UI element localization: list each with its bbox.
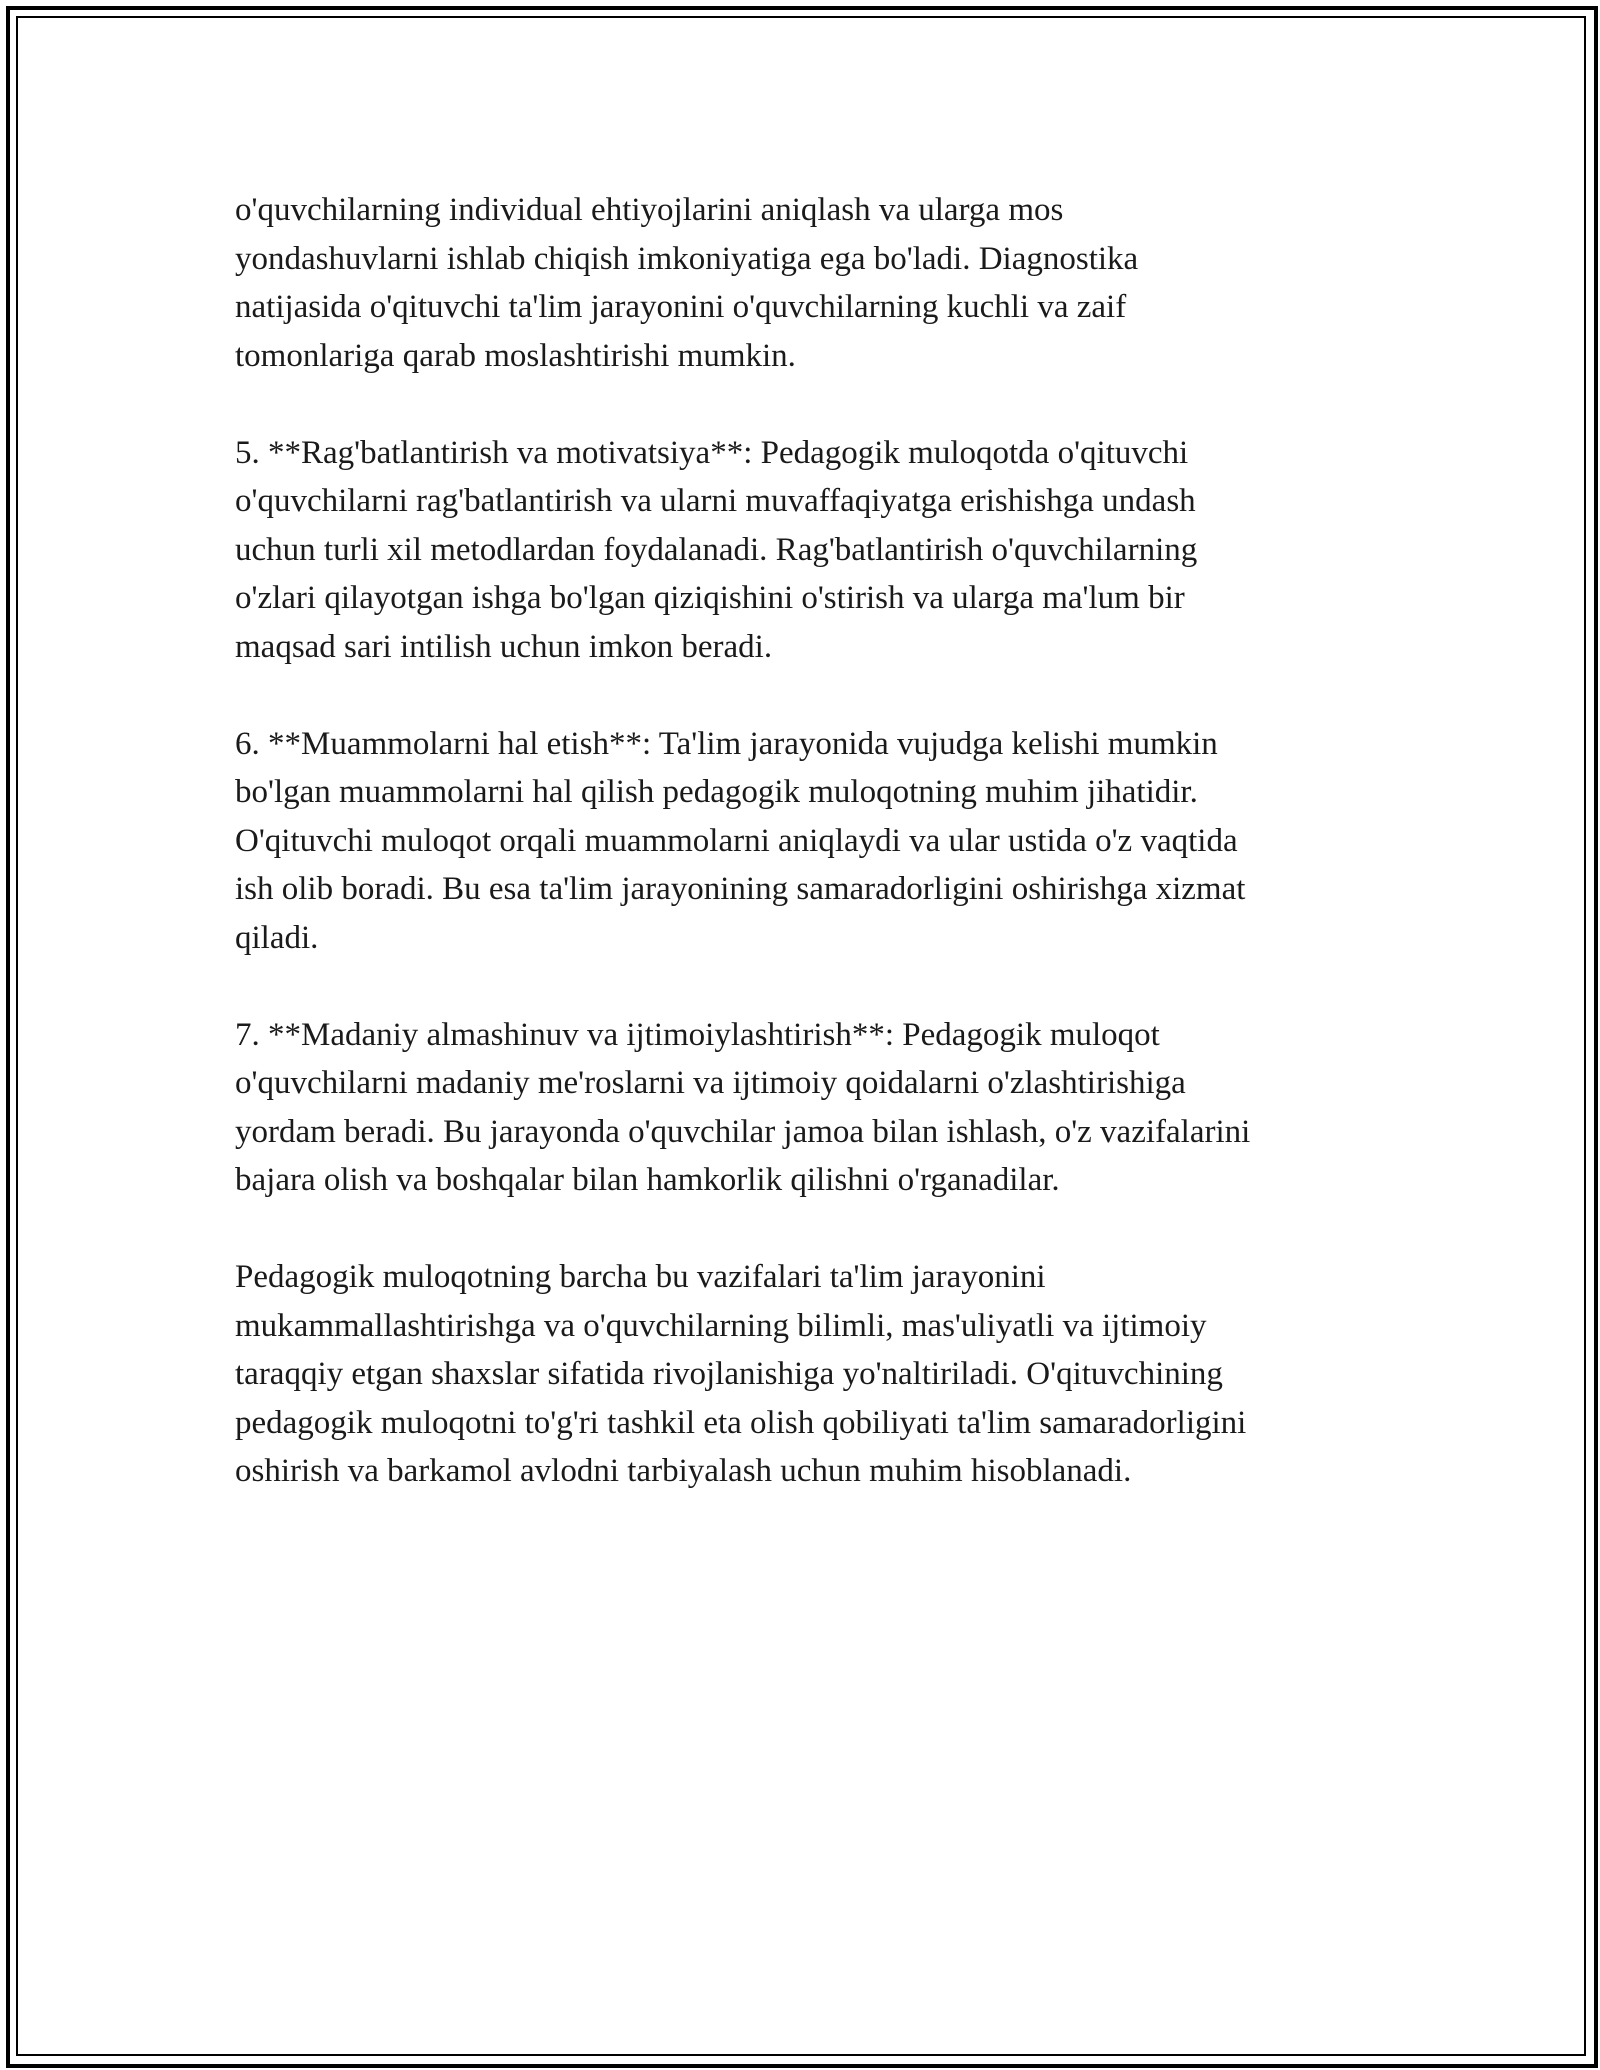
paragraph-motivation: 5. **Rag'batlantirish va motivatsiya**: Pedagogik muloqotda o'qituvchi o'quvchilarni rag'batlantirish va ularni muvaffaqiyatga erishishga undash uchun turli xil metodlardan foydalanadi. Rag'batlantirish o'quvchilarning o'zlari qilayotgan ishga bo'lgan qiziqishini o'stirish va ularga ma'lum bir maqsad sari intilish uchun imkon beradi. — [235, 434, 1198, 665]
paragraph-problem-solving: 6. **Muammolarni hal etish**: Ta'lim jarayonida vujudga kelishi mumkin bo'lgan muammolarni hal qilish pedagogik muloqotning muhim jihatidir. O'qituvchi muloqot orqali muammolarni aniqlaydi va ular ustida o'z vaqtida ish olib boradi. Bu esa ta'lim jarayonining samaradorligini oshirishga xizmat qiladi. — [235, 725, 1246, 956]
paragraph-cultural-exchange: 7. **Madaniy almashinuv va ijtimoiylashtirish**: Pedagogik muloqot o'quvchilarni madaniy me'roslarni va ijtimoiy qoidalarni o'zlashtirishiga yordam beradi. Bu jarayonda o'quvchilar jamoa bilan ishlash, o'z vazifalarini bajara olish va boshqalar bilan hamkorlik qilishni o'rganadilar. — [235, 1016, 1251, 1198]
paragraph-conclusion: Pedagogik muloqotning barcha bu vazifalari ta'lim jarayonini mukammallashtirishga va o'quvchilarning bilimli, mas'uliyatli va ijtimoiy taraqqiy etgan shaxslar sifatida rivojlanishiga yo'naltiriladi. O'qituvchining pedagogik muloqotni to'g'ri tashkil eta olish qobiliyati ta'lim samaradorligini oshirish va barkamol avlodni tarbiyalash uchun muhim hisoblanadi. — [235, 1259, 1247, 1489]
paragraph-diagnostics-continuation: o'quvchilarning individual ehtiyojlarini aniqlash va ularga mos yondashuvlarni ishlab chiqish imkoniyatiga ega bo'ladi. Diagnostika natijasida o'qituvchi ta'lim jarayonini o'quvchilarning kuchli va zaif tomonlariga qarab moslashtirishi mumkin. — [235, 192, 1139, 374]
document-body — [235, 186, 1385, 1544]
